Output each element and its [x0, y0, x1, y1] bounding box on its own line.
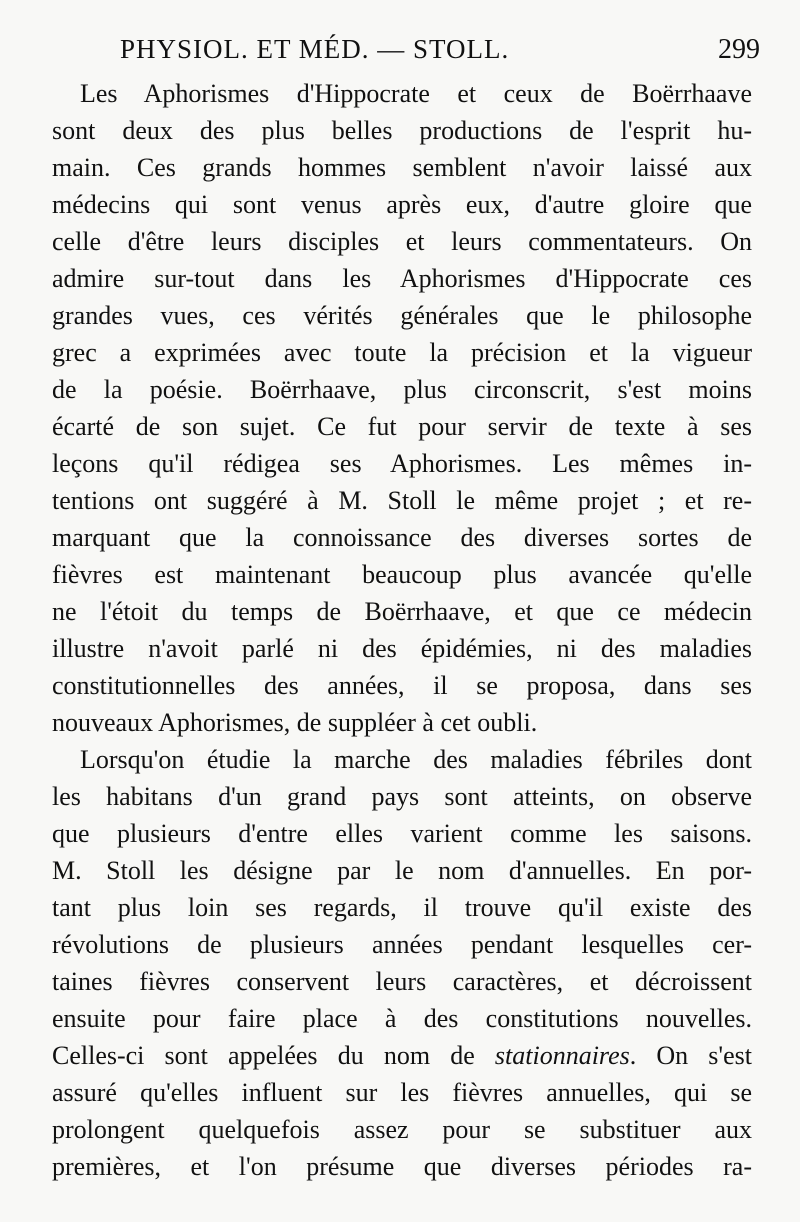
- text-line: ne l'étoit du temps de Boërrhaave, et que ce médecin: [52, 597, 752, 626]
- text-line: illustre n'avoit parlé ni des épidémies, ni des maladies: [52, 634, 752, 663]
- text-line: ensuite pour faire place à des constitutions nouvelles.: [52, 1004, 752, 1033]
- text-line: les habitans d'un grand pays sont atteints, on observe: [52, 782, 752, 811]
- text-line: grandes vues, ces vérités générales que le philosophe: [52, 301, 752, 330]
- text-line: tant plus loin ses regards, il trouve qu'il existe des: [52, 893, 752, 922]
- page-header: [120, 34, 760, 74]
- text-line: de la poésie. Boërrhaave, plus circonscrit, s'est moins: [52, 375, 752, 404]
- text-line: premières, et l'on présume que diverses périodes ra-: [52, 1152, 752, 1181]
- text-line: médecins qui sont venus après eux, d'autre gloire que: [52, 190, 752, 219]
- text-line: tentions ont suggéré à M. Stoll le même projet ; et re-: [52, 486, 752, 515]
- text-line: révolutions de plusieurs années pendant lesquelles cer-: [52, 930, 752, 959]
- text-line: Les Aphorismes d'Hippocrate et ceux de Boërrhaave: [80, 79, 752, 108]
- text-line: nouveaux Aphorismes, de suppléer à cet oubli.: [52, 708, 538, 737]
- text-line: prolongent quelquefois assez pour se substituer aux: [52, 1115, 752, 1144]
- text-line: M. Stoll les désigne par le nom d'annuelles. En por-: [52, 856, 752, 885]
- text-line: constitutionnelles des années, il se proposa, dans ses: [52, 671, 752, 700]
- text-line: Lorsqu'on étudie la marche des maladies fébriles dont: [80, 745, 752, 774]
- text-line: que plusieurs d'entre elles varient comme les saisons.: [52, 819, 752, 848]
- page-number: 299: [718, 34, 760, 65]
- text-line: taines fièvres conservent leurs caractères, et décroissent: [52, 967, 752, 996]
- text-line: admire sur-tout dans les Aphorismes d'Hippocrate ces: [52, 264, 752, 293]
- text-line: écarté de son sujet. Ce fut pour servir de texte à ses: [52, 412, 752, 441]
- text-segment: Celles-ci sont appelées du nom de: [52, 1041, 475, 1070]
- text-line: celle d'être leurs disciples et leurs commentateurs. On: [52, 227, 752, 256]
- text-line: leçons qu'il rédigea ses Aphorismes. Les mêmes in-: [52, 449, 752, 478]
- text-segment: . On s'est: [629, 1041, 752, 1070]
- running-title: PHYSIOL. ET MÉD. — STOLL.: [120, 34, 510, 64]
- text-line: marquant que la connoissance des diverses sortes de: [52, 523, 752, 552]
- text-line: main. Ces grands hommes semblent n'avoir laissé aux: [52, 153, 752, 182]
- text-line-with-italic: [52, 1037, 752, 1074]
- text-line: assuré qu'elles influent sur les fièvres annuelles, qui se: [52, 1078, 752, 1107]
- text-line: fièvres est maintenant beaucoup plus avancée qu'elle: [52, 560, 752, 589]
- text-line: grec a exprimées avec toute la précision et la vigueur: [52, 338, 752, 367]
- text-line: sont deux des plus belles productions de l'esprit hu-: [52, 116, 752, 145]
- italic-term: stationnaires: [494, 1041, 630, 1070]
